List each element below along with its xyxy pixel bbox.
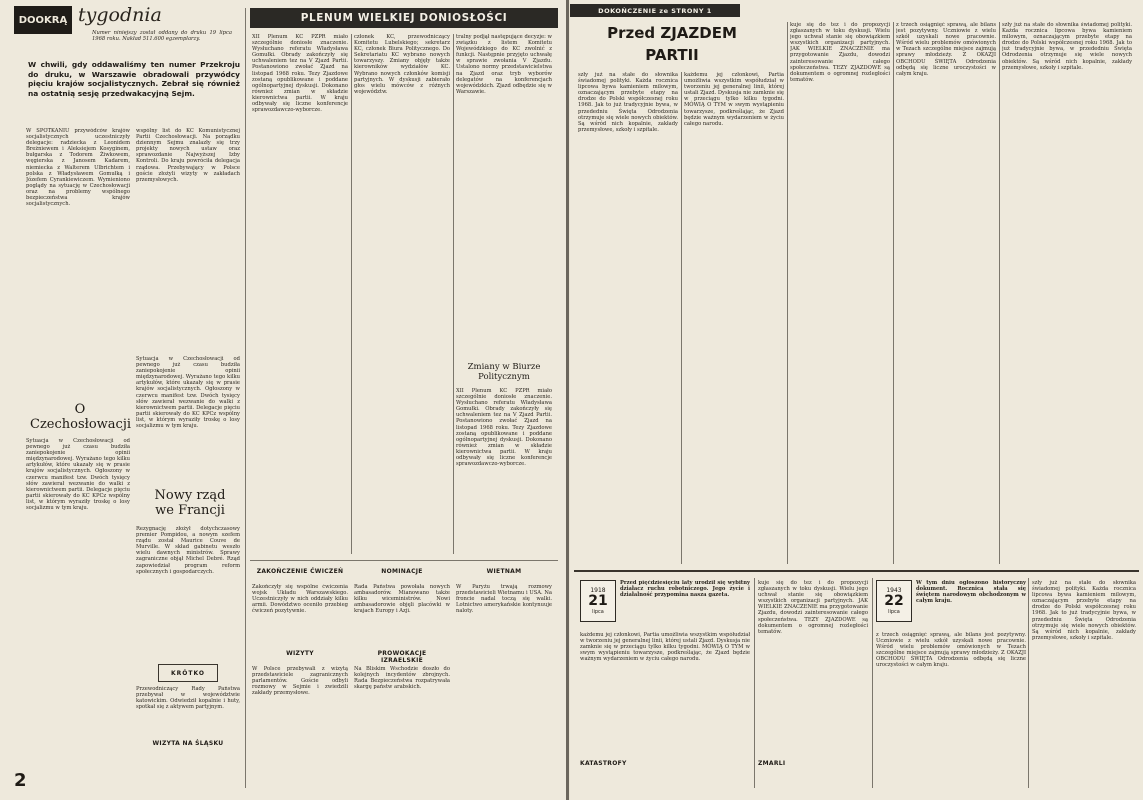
bottom-text-3: W Polsce przebywali z wizytą przedstawiciele zagranicznych parlamentów. Goście odbyli rozmowy w Sejmie i zwiedzili zakłady przemysłowe. — [252, 666, 348, 697]
france-text: Rezygnację złożył dotychczasowy premier Pompidou, a nowym szefem rządu został Maurice Couve de Murville. W skład gabinetu weszło wielu dawnych ministrów. Sprawy zagraniczne objął Michel Debré. Rząd zapowiedział program reform społecznych i gospodarczych. — [136, 526, 240, 575]
right-column-3: kuje się do tez i do propozycji zgłaszanych w toku dyskusji. Wielu jego uchwał stanie się obowiązkiem wszystkich organizacji partyjnych. JAK WIELKIE ZNACZENIE ma przygotowanie Zjazdu, dowodzi zainteresowanie całego społeczeństwa. TEZY ZJAZDOWE są dokumentem o ogromnej rozległości tematów. — [790, 22, 890, 83]
masthead-logo — [14, 6, 72, 34]
right-column-5: szły już na stałe do słownika świadomej polityki. Każda rocznica lipcowa bywa kamieniem milowym, oznaczającym przebyte etapy na drodze do Polski współczesnej roku 1968. Jak to już tradycyjnie bywa, w przededniu Święta Odrodzenia otrzymuje się wiele nowych obiektów. Są wśród nich kopalnie, zakłady przemysłowe, szkoły i szpitale. — [1002, 22, 1132, 71]
short-news-text: Przewodniczący Rady Państwa przebywał w województwie katowickim. Odwiedził kopalnie i huty, spotkał się z aktywem partyjnym. — [136, 686, 240, 711]
right-column-1: szły już na stałe do słownika świadomej polityki. Każda rocznica lipcowa bywa kamieniem milowym, oznaczającym przebyte etapy na drodze do Polski współczesnej roku 1968. Jak to już tradycyjnie bywa, w przededniu Święta Odrodzenia otrzymuje się wiele nowych obiektów. Są wśród nich kopalnie, zakłady przemysłowe, szkoły i szpitale. — [578, 72, 678, 133]
bottom-heading-3: WIZYTY — [286, 650, 314, 657]
page-number-left: 2 — [14, 770, 27, 791]
right-column-2: każdemu jej członkowi, Partia umożliwia wszystkim współudział w tworzeniu jej generalnej linii, której ustali Zjazd. Dyskusja nie zamknie się w przeciągu tylko kilku tygodni. MÓWIĄ O TYM w swym wystąpieniu towarzysze, podkreślając, że Zjazd będzie ważnym wydarzeniem w życiu całego narodu. — [684, 72, 784, 127]
bottom-heading-6: WIETNAM — [486, 568, 522, 575]
short-news-box — [158, 664, 218, 682]
czech-heading: O Czechosłowacji — [30, 402, 132, 432]
katastrofy-heading: KATASTROFY — [580, 760, 627, 767]
bottom-text-1: Zakończyły się wspólne ćwiczenia wojsk Układu Warszawskiego. Uczestniczyły w nich oddziały kilku armii. Dowództwo oceniło przebieg ćwiczeń pozytywnie. — [252, 584, 348, 615]
date-badge-1943 — [876, 580, 912, 622]
date-day: 21 — [588, 593, 608, 609]
bottom-text-4: Na Bliskim Wschodzie doszło do kolejnych incydentów zbrojnych. Rada Bezpieczeństwa rozpatrywała skargę państw arabskich. — [354, 666, 450, 691]
bottom-right-col-b: z trzech osiągnięć sprawą, ale bilans jest pozytywny. Uczniowie z wielu szkół uzyskali nowe pracownie. Wśród wielu problemów omówionych w Tezach szczególne miejsce zajmują sprawy młodzieży. Z OKAZJI OBCHODU ŚWIĘTA Odrodzenia odbędą się liczne uroczystości w całym kraju. — [876, 632, 1026, 669]
plenum-column-1: XII Plenum KC PZPR miało szczególnie doniosłe znaczenie. Wysłuchano referatu Władysława Gomułki. Obrady zakończyły się uchwaleniem tez na V Zjazd Partii. Postanowiono zwołać Zjazd na listopad 1968 roku. Tezy Zjazdowe zostaną opublikowane i poddane ogólnopartyjnej dyskusji. Dokonano również zmian w składzie kierownictwa partii. W kraju odbywały się liczne konferencje sprawozdawczo-wyborcze. — [252, 34, 348, 114]
france-heading: Nowy rząd we Francji — [154, 488, 226, 518]
short-news-label: KRÓTKO — [171, 669, 205, 677]
czech-text: Sytuacja w Czechosłowacji od pewnego już czasu budziła zaniepokojenie opinii międzynarodowej. Wyrażano tego kilku artykułów, które ukazały się w prasie krajów socjalistycznych. Ogłoszony w czerwcu manifest tzw. Dwóch tysięcy słów zawierał wezwanie do walki z kierownictwem partii. Delegacje pięciu partii skierowały do KC KPCz wspólny list, w którym wyraziły troskę o losy socjalizmu w tym kraju. — [26, 438, 130, 512]
bottom-right-col-a: kuje się do tez i do propozycji zgłaszanych w toku dyskusji. Wielu jego uchwał stanie się obowiązkiem wszystkich organizacji partyjnych. JAK WIELKIE ZNACZENIE ma przygotowanie Zjazdu, dowodzi zainteresowanie całego społeczeństwa. TEZY ZJAZDOWE są dokumentem o ogromnej rozległości tematów. — [758, 580, 868, 635]
plenum-heading: PLENUM WIELKIEJ DONIOSŁOŚCI — [300, 12, 508, 24]
continuation-label: DOKOŃCZENIE ze STRONY 1 — [598, 6, 712, 15]
date-year: 1918 — [590, 587, 606, 594]
left-page — [0, 0, 569, 800]
date-badge-1918 — [580, 580, 616, 622]
left-column-2: wspólny list do KC Komunistycznej Partii Czechosłowacji. Na porządku dziennym Sejmu znalazły się trzy projekty nowych ustaw oraz sprawozdanie Najwyższej Izby Kontroli. Do kraju powróciła delegacja rządowa. Przebywający w Polsce goście złożyli wizyty w zakładach przemysłowych. — [136, 128, 240, 183]
bottom-heading-1: ZAKOŃCZENIE ĆWICZEŃ — [256, 568, 344, 575]
issue-note: Numer niniejszy został oddany do druku 19 lipca 1968 roku. Nakład 511.600 egzemplarzy. — [92, 30, 232, 43]
lead-text: W chwili, gdy oddawaliśmy ten numer Przekroju do druku, w Warszawie obradowali przywódcy pięciu krajów socjalistycznych. Zebrał się również na ostatnią sesję przedwakacyjną Sejm. — [28, 60, 240, 98]
dated-item-text-2: W tym dniu ogłoszono historyczny dokument. Rocznica stała się świętem narodowym obchodzonym w całym kraju. — [916, 580, 1026, 605]
zmarli-heading: ZMARLI — [758, 760, 786, 767]
date-day: 22 — [884, 593, 904, 609]
plenum-heading-band — [250, 8, 558, 28]
bottom-right-col-c: szły już na stałe do słownika świadomej polityki. Każda rocznica lipcowa bywa kamieniem milowym, oznaczającym przebyte etapy na drodze do Polski współczesnej roku 1968. Jak to już tradycyjnie bywa, w przededniu Święta Odrodzenia otrzymuje się wiele nowych obiektów. Są wśród nich kopalnie, zakłady przemysłowe, szkoły i szpitale. — [1032, 580, 1136, 641]
bottom-heading-4: PROWOKACJE IZRAELSKIE — [377, 650, 427, 664]
date-month: lipca — [592, 609, 604, 615]
continuation-band — [570, 4, 740, 17]
masthead-title: tygodnia — [78, 4, 162, 26]
bottom-text-6: W Paryżu trwają rozmowy przedstawicieli Wietnamu i USA. Na froncie nadal toczą się walki. Lotnictwo amerykańskie kontynuuje naloty. — [456, 584, 552, 615]
bottom-text-2: Rada Państwa powołała nowych ambasadorów. Mianowano także kilku wiceministrów. Nowi ambasadorowie objęli placówki w krajach Europy i Azji. — [354, 584, 450, 615]
dated-item-text-1: Przed pięćdziesięciu laty urodził się wybitny działacz ruchu robotniczego. Jego życie i działalność przypomina nasza gazeta. — [620, 580, 750, 599]
plenum-column-3-lower: XII Plenum KC PZPR miało szczególnie doniosłe znaczenie. Wysłuchano referatu Władysława Gomułki. Obrady zakończyły się uchwaleniem tez na V Zjazd Partii. Postanowiono zwołać Zjazd na listopad 1968 roku. Tezy Zjazdowe zostaną opublikowane i poddane ogólnopartyjnej dyskusji. Dokonano również zmian w składzie kierownictwa partii. W kraju odbywały się liczne konferencje sprawozdawczo-wyborcze. — [456, 388, 552, 468]
bottom-heading-5: WIZYTA NA ŚLĄSKU — [152, 740, 224, 747]
plenum-column-3: tralny podjął następujące decyzje: w związku z listem Komitetu Wojewódzkiego do KC zwolnić z funkcji. Następnie przyjęto uchwałę w sprawie zwołania V Zjazdu. Ustalono normy przedstawicielstwa na Zjazd oraz tryb wyborów delegatów na konferencjach wojewódzkich. Zjazd odbędzie się w Warszawie. — [456, 34, 552, 95]
date-year: 1943 — [886, 587, 902, 594]
masthead-logo-text: DOOKRĄ — [18, 14, 68, 26]
bottom-heading-2: NOMINACJE — [381, 568, 423, 575]
left-column-2-continued: Sytuacja w Czechosłowacji od pewnego już czasu budziła zaniepokojenie opinii międzynarodowej. Wyrażano tego kilku artykułów, które ukazały się w prasie krajów socjalistycznych. Ogłoszony w czerwcu manifest tzw. Dwóch tysięcy słów zawierał wezwanie do walki z kierownictwem partii. Delegacje pięciu partii skierowały do KC KPCz wspólny list, w którym wyraziły troskę o losy socjalizmu w tym kraju. — [136, 356, 240, 430]
article-title: Przed ZJAZDEM PARTII — [607, 24, 737, 64]
plenum-column-2: członek KC, przewodniczący Komitetu Lubelskiego; sekretarz KC, członek Biura Politycznego. Do Sekretariatu KC wybrano nowych towarzyszy. Zmiany objęły także kierowników wydziałów KC. Wybrano nowych członków komisji partyjnych. W dyskusji zabierało głos wielu mówców z różnych województw. — [354, 34, 450, 95]
date-month: lipca — [888, 609, 900, 615]
plenum-subhead: Zmiany w Biurze Politycznym — [467, 362, 541, 382]
right-column-4: z trzech osiągnięć sprawą, ale bilans jest pozytywny. Uczniowie z wielu szkół uzyskali nowe pracownie. Wśród wielu problemów omówionych w Tezach szczególne miejsce zajmują sprawy młodzieży. Z OKAZJI OBCHODU ŚWIĘTA Odrodzenia odbędą się liczne uroczystości w całym kraju. — [896, 22, 996, 77]
right-page — [570, 0, 1143, 800]
left-column-1: W SPOTKANIU przywódców krajów socjalistycznych uczestniczyły delegacje: radziecka z Leonidem Breżniewem i Aleksiejem Kosyginem, bułgarska z Todorem Żiwkowem, węgierska z Janosem Kadarem, niemiecka z Walterem Ulbrichtem i polska z Władysławem Gomułką i Józefem Cyrankiewiczem. Wymieniono poglądy na sytuację w Czechosłowacji oraz na problemy wspólnego bezpieczeństwa krajów socjalistycznych. — [26, 128, 130, 208]
dated-item-text-1b: każdemu jej członkowi, Partia umożliwia wszystkim współudział w tworzeniu jej generalnej linii, której ustali Zjazd. Dyskusja nie zamknie się w przeciągu tylko kilku tygodni. MÓWIĄ O TYM w swym wystąpieniu towarzysze, podkreślając, że Zjazd będzie ważnym wydarzeniem w życiu całego narodu. — [580, 632, 750, 663]
